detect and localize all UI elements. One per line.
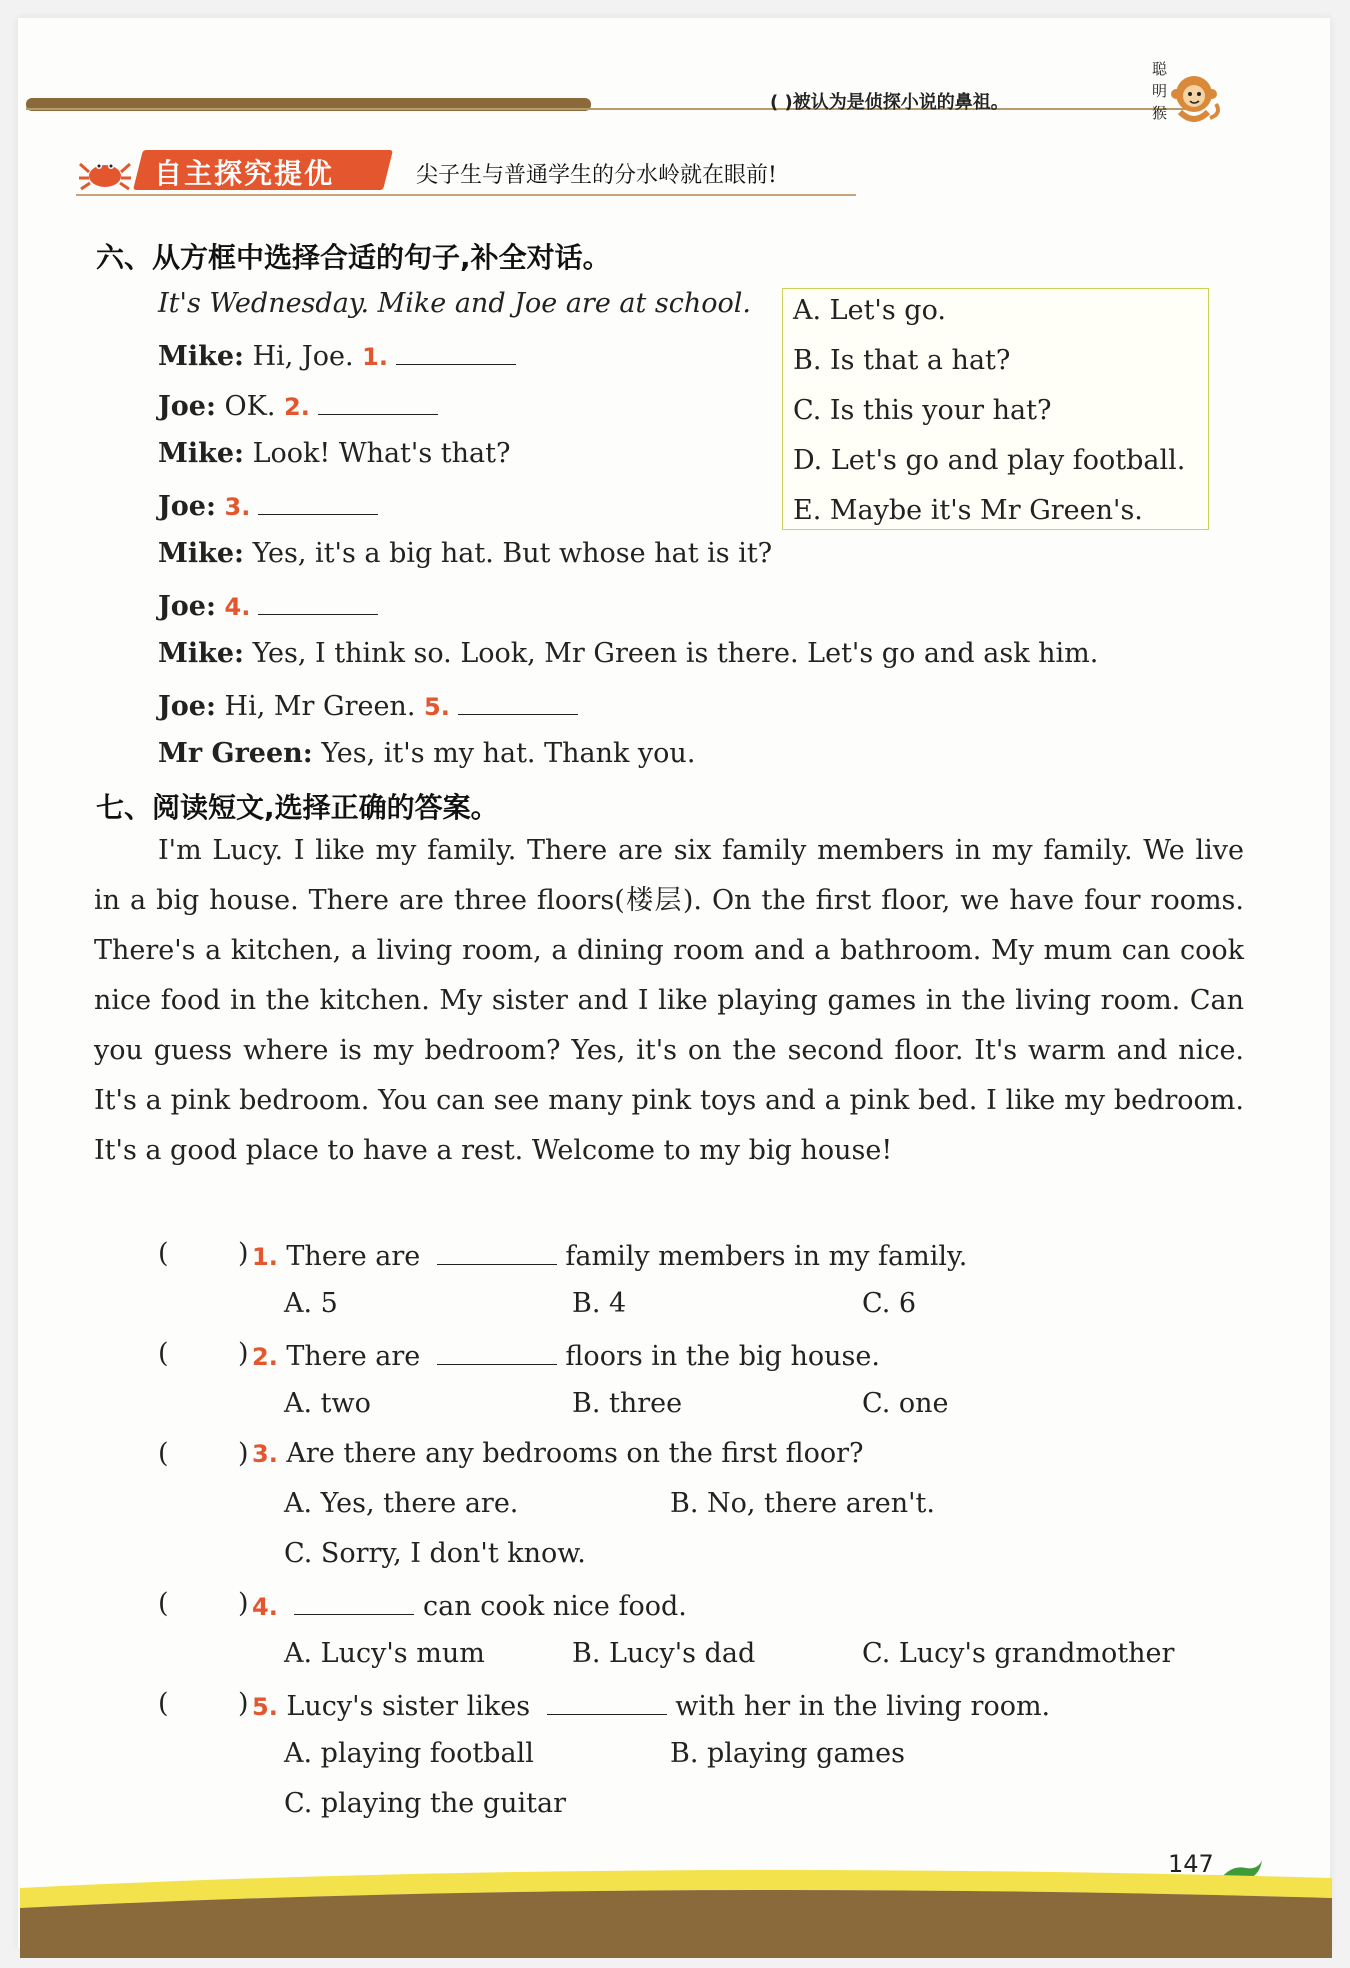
page-number: 147 [1168, 1850, 1214, 1878]
answer-paren-close: ) [238, 1588, 249, 1619]
answer-blank[interactable] [437, 1238, 557, 1265]
choice-a: A. two [284, 1388, 371, 1419]
speaker-label: Mike: [158, 538, 244, 569]
monkey-mascot-icon [1150, 56, 1220, 136]
answer-paren-open: ( [158, 1588, 169, 1619]
question-5 [252, 1688, 1050, 1722]
dialogue-line [158, 588, 378, 622]
choice-b: B. playing games [670, 1738, 905, 1769]
answer-blank[interactable] [258, 488, 378, 515]
blank-number: 5. [424, 693, 450, 721]
speaker-label: Mike: [158, 438, 244, 469]
dialogue-text: Yes, I think so. Look, Mr Green is there. Let's go and ask him. [244, 638, 1099, 669]
question-4 [252, 1588, 687, 1622]
section6-heading: 六、从方框中选择合适的句子,补全对话。 [96, 241, 611, 274]
question-text: can cook nice food. [414, 1591, 687, 1622]
option-a: A. Let's go. [793, 295, 946, 326]
dialogue-line [158, 738, 695, 769]
answer-paren-open: ( [158, 1438, 169, 1469]
dialogue-line [158, 688, 578, 722]
dialogue-intro: It's Wednesday. Mike and Joe are at school. [158, 288, 752, 319]
svg-text:聪: 聪 [1152, 60, 1168, 78]
question-number: 1. [252, 1243, 278, 1271]
banner-subtitle: 尖子生与普通学生的分水岭就在眼前! [416, 163, 777, 188]
blank-number: 4. [224, 593, 251, 621]
dialogue-line [158, 488, 378, 522]
choice-b: B. three [572, 1388, 683, 1419]
speaker-label: Mike: [158, 638, 244, 669]
option-e: E. Maybe it's Mr Green's. [793, 495, 1143, 526]
answer-paren-close: ) [238, 1438, 249, 1469]
question-3 [252, 1438, 864, 1469]
answer-paren-close: ) [238, 1338, 249, 1369]
choice-a: A. Lucy's mum [284, 1638, 485, 1669]
choice-c: C. one [862, 1388, 949, 1419]
dialogue-text: Yes, it's a big hat. But whose hat is it? [244, 538, 773, 569]
answer-paren-close: ) [238, 1688, 249, 1719]
answer-blank[interactable] [318, 388, 438, 415]
speaker-label: Joe: [158, 391, 216, 422]
footer-band [20, 1858, 1332, 1958]
question-text: Are there any bedrooms on the first floor? [286, 1438, 864, 1469]
dialogue-text: Hi, Joe. [244, 341, 363, 372]
dialogue-text: OK. [215, 391, 284, 422]
answer-blank[interactable] [258, 588, 378, 615]
header-rule [26, 108, 1196, 110]
dialogue-line [158, 638, 1098, 669]
answer-paren-close: ) [238, 1238, 249, 1269]
option-c: C. Is this your hat? [793, 395, 1052, 426]
answer-blank[interactable] [547, 1688, 667, 1715]
question-number: 5. [252, 1693, 278, 1721]
dialogue-text [216, 591, 225, 622]
answer-paren-open: ( [158, 1338, 169, 1369]
crab-icon [76, 152, 134, 192]
dialogue-text: Yes, it's my hat. Thank you. [312, 738, 696, 769]
dialogue-text: Hi, Mr Green. [215, 691, 424, 722]
question-number: 4. [252, 1593, 278, 1621]
question-text: floors in the big house. [556, 1341, 880, 1372]
question-text: There are [286, 1241, 429, 1272]
choice-a: A. Yes, there are. [284, 1488, 519, 1519]
question-text: There are [286, 1341, 429, 1372]
question-text: Lucy's sister likes [286, 1691, 539, 1722]
dialogue-line [158, 538, 772, 569]
svg-text:明: 明 [1152, 82, 1168, 100]
section7-heading: 七、阅读短文,选择正确的答案。 [96, 791, 499, 824]
banner-underline [76, 194, 856, 196]
banner-title: 自主探究提优 [154, 157, 335, 190]
speaker-label: Joe: [158, 591, 216, 622]
options-box [782, 288, 1209, 530]
option-b: B. Is that a hat? [793, 345, 1011, 376]
choice-a: A. 5 [284, 1288, 338, 1319]
speaker-label: Joe: [158, 491, 216, 522]
answer-blank[interactable] [396, 338, 516, 365]
answer-blank[interactable] [458, 688, 578, 715]
answer-paren-open: ( [158, 1688, 169, 1719]
answer-blank[interactable] [294, 1588, 414, 1615]
question-text: with her in the living room. [666, 1691, 1051, 1722]
question-number: 3. [252, 1440, 278, 1468]
blank-number: 2. [284, 393, 310, 421]
dialogue-line [158, 388, 438, 422]
choice-c: C. Sorry, I don't know. [284, 1538, 586, 1569]
speaker-label: Mike: [158, 341, 244, 372]
question-text: family members in my family. [556, 1241, 968, 1272]
dialogue-text: Look! What's that? [244, 438, 511, 469]
choice-b: B. 4 [572, 1288, 627, 1319]
header-tip: ( )被认为是侦探小说的鼻祖。 [770, 92, 1009, 113]
choice-c: C. Lucy's grandmother [862, 1638, 1175, 1669]
question-number: 2. [252, 1343, 278, 1371]
answer-blank[interactable] [437, 1338, 557, 1365]
dialogue-line [158, 338, 516, 372]
speaker-label: Joe: [158, 691, 216, 722]
reading-passage: I'm Lucy. I like my family. There are six family members in my family. We live in a big house. There are three floors(楼层). On the first floor, we have four rooms. There's a kitchen, a living room, a dining room and a bathroom. My mum can cook nice food in the kitchen. My sister and I like playing games in the living room. Can you guess where is my bedroom? Yes, it's on the second floor. It's warm and nice. It's a pink bedroom. You can see many pink toys and a pink bed. I like my bedroom. It's a good place to have a rest. Welcome to my big house! [94, 835, 1244, 1166]
blank-number: 1. [362, 343, 388, 371]
choice-b: B. No, there aren't. [670, 1488, 935, 1519]
choice-c: C. playing the guitar [284, 1788, 566, 1819]
dialogue-text [216, 491, 225, 522]
choice-b: B. Lucy's dad [572, 1638, 756, 1669]
blank-number: 3. [224, 493, 251, 521]
question-1 [252, 1238, 967, 1272]
choice-c: C. 6 [862, 1288, 917, 1319]
question-2 [252, 1338, 880, 1372]
section-banner [76, 150, 846, 192]
svg-text:猴: 猴 [1152, 104, 1168, 122]
choice-a: A. playing football [284, 1738, 534, 1769]
dialogue-line [158, 438, 510, 469]
option-d: D. Let's go and play football. [793, 445, 1186, 476]
speaker-label: Mr Green: [158, 738, 313, 769]
answer-paren-open: ( [158, 1238, 169, 1269]
